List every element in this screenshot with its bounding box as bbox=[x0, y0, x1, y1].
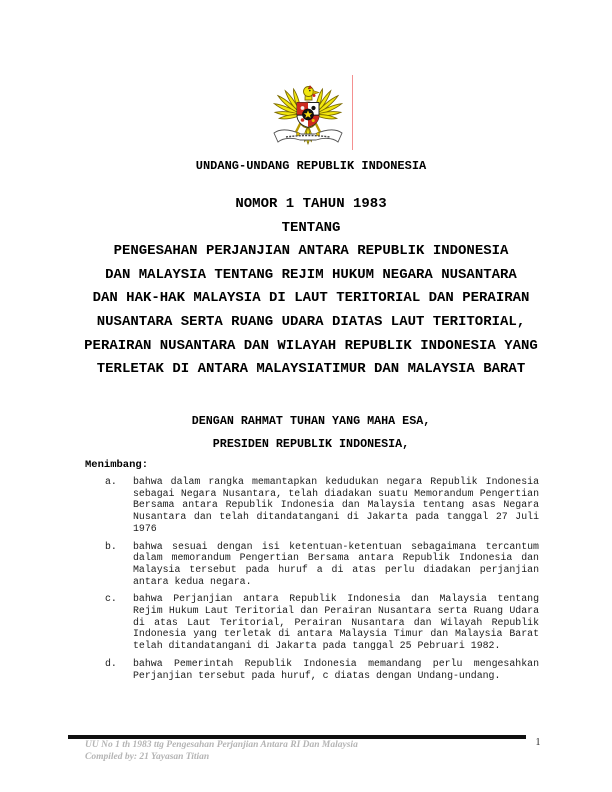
consideration-item bbox=[105, 476, 545, 535]
paragraph-line: bahwa sesuai dengan isi ketentuan-ketentuan sebagaimana tercantum bbox=[133, 540, 539, 552]
document-institution-title: UNDANG-UNDANG REPUBLIK INDONESIA bbox=[195, 159, 427, 173]
paragraph-line: di atas Laut Teritorial, Perairan Nusantara dan Wilayah Republik bbox=[133, 616, 539, 628]
consideration-marker: d. bbox=[105, 657, 117, 669]
invocation-block bbox=[84, 410, 538, 455]
title-line: PENGESAHAN PERJANJIAN ANTARA REPUBLIK INDONESIA bbox=[113, 243, 509, 260]
paragraph-line: Rejim Hukum Laut Teritorial dan Perairan Nusantara serta Ruang Udara bbox=[133, 605, 539, 617]
consideration-item bbox=[105, 593, 545, 652]
emblem-side-rule bbox=[352, 75, 353, 150]
title-line: DAN MALAYSIA TENTANG REJIM HUKUM NEGARA NUSANTARA bbox=[105, 266, 517, 283]
footer-text bbox=[85, 740, 505, 764]
consideration-text bbox=[133, 541, 539, 588]
paragraph-line: bahwa Perjanjian antara Republik Indonesia dan Malaysia tentang bbox=[133, 593, 539, 605]
paragraph-line: telah ditandatangani di Jakarta pada tanggal 25 Pebruari 1982. bbox=[133, 640, 501, 652]
title-line: PERAIRAN NUSANTARA DAN WILAYAH REPUBLIK INDONESIA YANG bbox=[84, 337, 538, 354]
title-line: TERLETAK DI ANTARA MALAYSIATIMUR DAN MALAYSIA BARAT bbox=[96, 361, 526, 378]
paragraph-line: Perjanjian tersebut pada huruf, c diatas dengan Undang-undang. bbox=[133, 669, 501, 681]
consideration-marker: a. bbox=[105, 476, 117, 487]
considering-label: Menimbang: bbox=[85, 459, 149, 471]
paragraph-line: Indonesia yang terletak di antara Malaysia Timur dan Malaysia Barat bbox=[133, 628, 539, 640]
paragraph-line: Malaysia tersebut pada huruf a di atas perlu diadakan perjanjian bbox=[133, 563, 539, 575]
consideration-text bbox=[133, 593, 539, 652]
consideration-text bbox=[133, 658, 539, 681]
consideration-marker: c. bbox=[105, 593, 117, 605]
consideration-text bbox=[133, 476, 539, 535]
consideration-marker: b. bbox=[105, 540, 117, 552]
president-line: PRESIDEN REPUBLIK INDONESIA, bbox=[212, 436, 410, 451]
footer-rule bbox=[68, 735, 526, 739]
paragraph-line: antara kedua negara. bbox=[133, 575, 252, 587]
paragraph-line: sebagai Negara Nusantara, telah diadakan suatu Memorandum Pengertian bbox=[133, 487, 539, 499]
document-title-block bbox=[84, 193, 538, 382]
title-line: NUSANTARA SERTA RUANG UDARA DIATAS LAUT TERITORIAL, bbox=[96, 313, 526, 330]
considerations-list bbox=[85, 476, 545, 687]
paragraph-line: bahwa dalam rangka memantapkan kedudukan negara Republik Indonesia bbox=[133, 476, 539, 487]
paragraph-line: Bersama antara Republik Indonesia dan Malaysia tentang asas Negara bbox=[133, 499, 539, 511]
paragraph-line: dalam memorandum Pengertian Bersama antara Republik Indonesia dan bbox=[133, 552, 539, 564]
consideration-item bbox=[105, 541, 545, 588]
paragraph-line: bahwa Pemerintah Republik Indonesia memandang perlu mengesahkan bbox=[133, 657, 539, 669]
paragraph-line: Nusantara dan telah ditandatangani di Jakarta pada tanggal 27 Juli bbox=[133, 511, 539, 523]
paragraph-line: 1976 bbox=[133, 522, 157, 534]
invocation-line: DENGAN RAHMAT TUHAN YANG MAHA ESA, bbox=[191, 414, 431, 428]
title-line: DAN HAK-HAK MALAYSIA DI LAUT TERITORIAL DAN PERAIRAN bbox=[92, 290, 530, 307]
consideration-item bbox=[105, 658, 545, 681]
footer-doc-title: UU No 1 th 1983 ttg Pengesahan Perjanjian Antara RI Dan Malaysia bbox=[85, 740, 358, 750]
garuda-pancasila-icon bbox=[264, 76, 352, 151]
footer-compiled-by: Compiled by: 21 Yayasan Titian bbox=[85, 751, 210, 762]
page-number: 1 bbox=[535, 737, 541, 748]
title-line: TENTANG bbox=[281, 219, 341, 236]
title-line: NOMOR 1 TAHUN 1983 bbox=[235, 196, 387, 212]
